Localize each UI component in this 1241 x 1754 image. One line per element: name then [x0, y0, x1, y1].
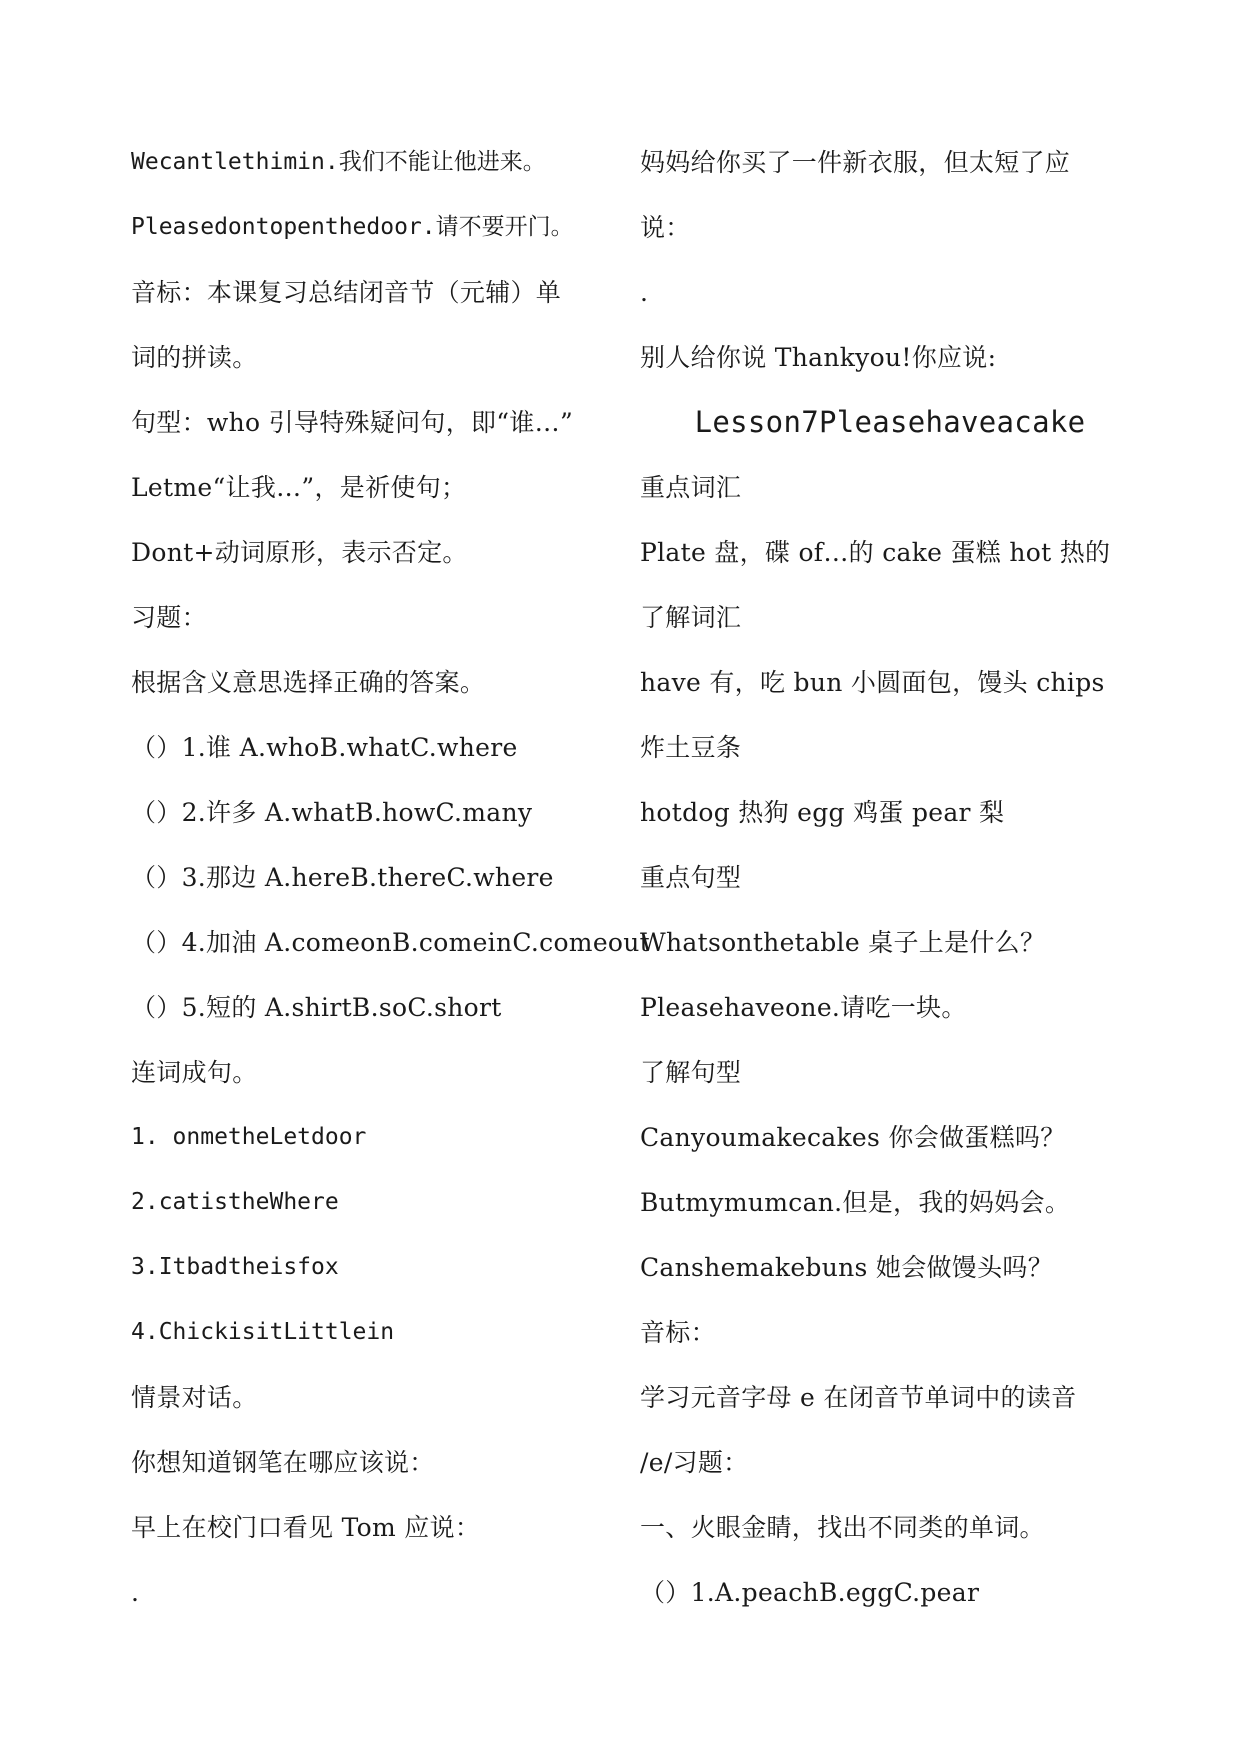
extra-sentence-1: Canyoumakecakes 你会做蛋糕吗？ [640, 1123, 1066, 1152]
dialogue-prompt-pen: 你想知道钢笔在哪应该说： [131, 1448, 435, 1477]
sentence-please-dont-open-door: Pleasedontopenthedoor.请不要开门。 [131, 214, 574, 240]
answer-blank: . [131, 1578, 140, 1607]
sentence-we-cant-let-him-in: Wecantlethimin.我们不能让他进来。 [131, 149, 546, 175]
choice-question-1: （）1.谁 A.whoB.whatC.where [131, 733, 518, 762]
extra-vocabulary-list: have 有，吃 bun 小圆面包，馒头 chips [640, 668, 1105, 697]
key-sentence-2: Pleasehaveone.请吃一块。 [640, 993, 967, 1022]
extra-sentences-heading: 了解句型 [640, 1058, 742, 1087]
phonetics-exercises-heading: /e/习题： [640, 1448, 749, 1477]
dialogue-prompt-clothes: 妈妈给你买了一件新衣服，但太短了应 [640, 148, 1071, 177]
key-vocabulary-heading: 重点词汇 [640, 473, 742, 502]
exercise-instruction-reorder: 连词成句。 [131, 1058, 258, 1087]
phonetics-note-continued: 词的拼读。 [131, 343, 258, 372]
choice-question-5: （）5.短的 A.shirtB.soC.short [131, 993, 502, 1022]
key-sentence-1: Whatsonthetable 桌子上是什么？ [640, 928, 1046, 957]
grammar-dont-note: Dont+动词原形，表示否定。 [131, 538, 468, 567]
phonetics-note: 音标：本课复习总结闭音节（元辅）单 [131, 278, 562, 307]
grammar-letme-note: Letme“让我…”，是祈使句； [131, 473, 467, 502]
key-sentences-heading: 重点句型 [640, 863, 742, 892]
extra-vocabulary-heading: 了解词汇 [640, 603, 742, 632]
reorder-item-4: 4.ChickisitLittlein [131, 1319, 395, 1345]
extra-sentence-3: Canshemakebuns 她会做馒头吗？ [640, 1253, 1053, 1282]
exercises-heading: 习题： [131, 603, 207, 632]
extra-sentence-2: Butmymumcan.但是，我的妈妈会。 [640, 1188, 1071, 1217]
exercise-instruction-choose: 根据含义意思选择正确的答案。 [131, 668, 486, 697]
dialogue-prompt-tom: 早上在校门口看见 Tom 应说： [131, 1513, 481, 1542]
reorder-item-2: 2.catistheWhere [131, 1189, 339, 1215]
phonetics-heading: 音标： [640, 1318, 716, 1347]
choice-question-3: （）3.那边 A.hereB.thereC.where [131, 863, 554, 892]
extra-vocabulary-list-continued: 炸土豆条 [640, 733, 742, 762]
left-column [131, 130, 651, 1625]
extra-vocabulary-list-2: hotdog 热狗 egg 鸡蛋 pear 梨 [640, 798, 1005, 827]
lesson-title: Lesson7Pleasehaveacake [694, 405, 1086, 439]
choice-question-4: （）4.加油 A.comeonB.comeinC.comeout [131, 928, 651, 957]
reorder-item-3: 3.Itbadtheisfox [131, 1254, 339, 1280]
answer-blank: . [640, 278, 649, 307]
key-vocabulary-list: Plate 盘，碟 of…的 cake 蛋糕 hot 热的 [640, 538, 1111, 567]
reorder-item-1: 1. onmetheLetdoor [131, 1124, 367, 1150]
exercise-instruction-dialogue: 情景对话。 [131, 1383, 258, 1412]
dialogue-prompt-thankyou: 别人给你说 Thankyou!你应说: [640, 343, 997, 372]
grammar-who-note: 句型：who 引导特殊疑问句，即“谁…” [131, 408, 574, 437]
dialogue-prompt-clothes-continued: 说： [640, 213, 691, 242]
right-column [640, 130, 1120, 1625]
odd-one-out-question-1: （）1.A.peachB.eggC.pear [640, 1578, 980, 1607]
exercise-odd-one-out-instruction: 一、火眼金睛，找出不同类的单词。 [640, 1513, 1045, 1542]
choice-question-2: （）2.许多 A.whatB.howC.many [131, 798, 533, 827]
phonetics-description: 学习元音字母 e 在闭音节单词中的读音 [640, 1383, 1077, 1412]
